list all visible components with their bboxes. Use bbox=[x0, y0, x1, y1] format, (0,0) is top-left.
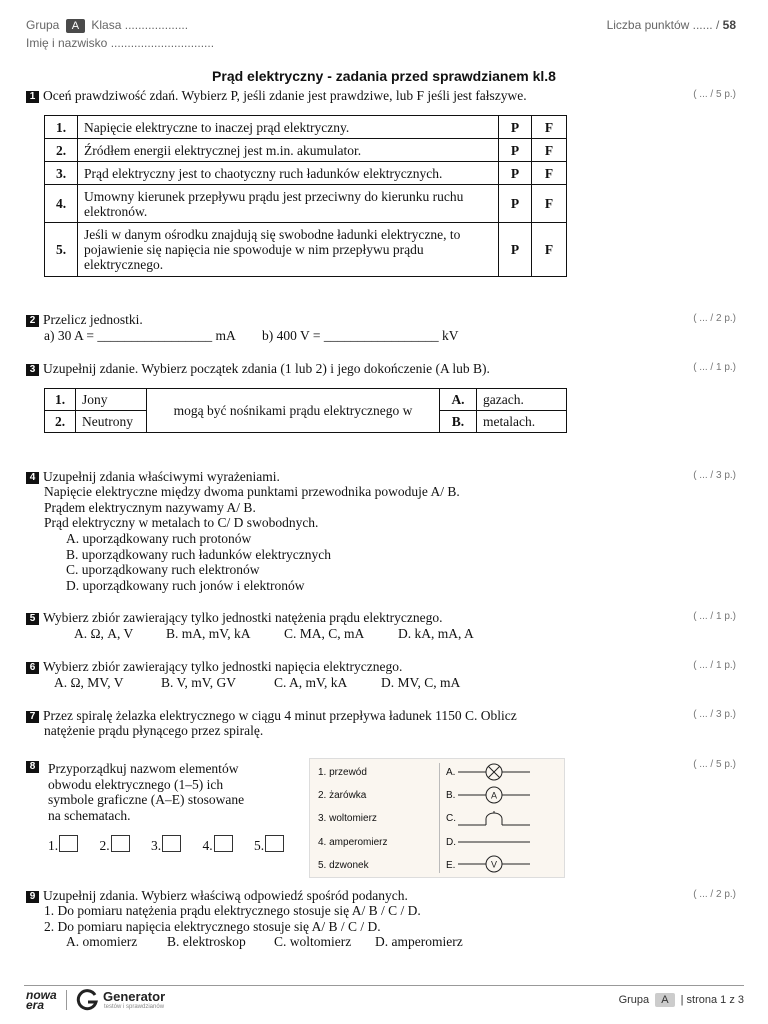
q3-points: ( ... / 1 p.) bbox=[693, 362, 736, 373]
q5-points: ( ... / 1 p.) bbox=[693, 611, 736, 622]
q9-sentence[interactable]: 1. Do pomiaru natężenia prądu elektrycznego stosuje się A/ B / C / D. bbox=[44, 903, 421, 918]
q9-points: ( ... / 2 p.) bbox=[693, 889, 736, 900]
q9-option-d: D. amperomierz bbox=[375, 934, 463, 949]
q4-sentences bbox=[44, 484, 460, 531]
page-title: Prąd elektryczny - zadania przed sprawdzianem kl.8 bbox=[212, 68, 556, 84]
q3-middle: mogą być nośnikami prądu elektrycznego w bbox=[147, 389, 440, 433]
q2-number: 2 bbox=[26, 315, 39, 327]
generator-subtitle: testów i sprawdzianów bbox=[104, 1004, 165, 1010]
footer-group-badge: A bbox=[655, 993, 674, 1007]
q3-number: 3 bbox=[26, 364, 39, 376]
q4-option: C. uporządkowany ruch elektronów bbox=[66, 562, 260, 577]
true-option[interactable]: P bbox=[499, 162, 532, 185]
q4-option: A. uporządkowany ruch protonów bbox=[66, 531, 252, 546]
option-neutrony[interactable]: Neutrony bbox=[76, 411, 147, 433]
q9-sentence[interactable]: 2. Do pomiaru napięcia elektrycznego stosuje się A/ B / C / D. bbox=[44, 918, 381, 934]
footer-logo-divider bbox=[66, 990, 67, 1010]
q4-options bbox=[66, 531, 331, 593]
option-gazach[interactable]: gazach. bbox=[477, 389, 567, 411]
q1-row: 3. Prąd elektryczny jest to chaotyczny ruch ładunków elektrycznych. P F bbox=[45, 162, 567, 185]
true-option[interactable]: P bbox=[499, 223, 532, 277]
option-metalach[interactable]: metalach. bbox=[477, 411, 567, 433]
item-zarowka: 2. żarówka bbox=[318, 790, 367, 801]
q6-prompt: 6 Wybierz zbiór zawierający tylko jednostki napięcia elektrycznego. bbox=[26, 659, 402, 675]
false-option[interactable]: F bbox=[532, 185, 567, 223]
q8-number: 8 bbox=[26, 761, 39, 773]
symbols-diagram: 1. przewód 2. żarówka 3. woltomierz 4. amperomierz 5. dzwonek A. B. C. D. E. A V bbox=[309, 758, 565, 878]
q8-number-wrap bbox=[26, 758, 43, 774]
q1-points: ( ... / 5 p.) bbox=[693, 89, 736, 100]
circuit-symbols bbox=[456, 759, 560, 877]
false-option[interactable]: F bbox=[532, 223, 567, 277]
q9-sentences bbox=[44, 903, 421, 934]
q8-points: ( ... / 5 p.) bbox=[693, 759, 736, 770]
q4-number: 4 bbox=[26, 472, 39, 484]
voltmeter-symbol-icon bbox=[458, 856, 530, 872]
nowa-era-logo: nowa era bbox=[26, 988, 57, 1012]
q4-option: D. uporządkowany ruch jonów i elektronów bbox=[66, 577, 305, 593]
false-option[interactable]: F bbox=[532, 116, 567, 139]
q6-option-b[interactable]: B. V, mV, GV bbox=[161, 675, 237, 690]
answer-box-5[interactable] bbox=[265, 835, 284, 852]
q8-answers: 1. 2. 3. 4. 5. bbox=[48, 835, 284, 854]
generator-logo-icon bbox=[76, 989, 98, 1011]
q4-sentence[interactable]: Napięcie elektryczne między dwoma punktami przewodnika powoduje A/ B. bbox=[44, 484, 460, 499]
q8-prompt: Przyporządkuj nazwom elementów obwodu elektrycznego (1–5) ich symbole graficzne (A–E) stosowane na schematach. bbox=[48, 761, 245, 823]
ammeter-symbol-icon bbox=[458, 787, 530, 803]
q7-prompt-cont: natężenie prądu płynącego przez spiralę. bbox=[44, 723, 264, 738]
q5-number: 5 bbox=[26, 613, 39, 625]
points-field: Liczba punktów ...... / 58 bbox=[606, 18, 736, 32]
q9-number: 9 bbox=[26, 891, 39, 903]
q5-option-a[interactable]: A. Ω, A, V bbox=[74, 626, 134, 641]
diagram-divider bbox=[439, 763, 440, 873]
group-field: Grupa A Klasa ................... bbox=[26, 18, 189, 32]
q4-prompt: 4 Uzupełnij zdania właściwymi wyrażeniami. bbox=[26, 469, 280, 485]
q4-option: B. uporządkowany ruch ładunków elektrycznych bbox=[66, 546, 332, 562]
true-option[interactable]: P bbox=[499, 116, 532, 139]
q1-prompt: 1 Oceń prawdziwość zdań. Wybierz P, jeśli zdanie jest prawdziwe, lub F jeśli jest fałszywe. bbox=[26, 88, 527, 104]
q6-points: ( ... / 1 p.) bbox=[693, 660, 736, 671]
q6-number: 6 bbox=[26, 662, 39, 674]
answer-box-4[interactable] bbox=[214, 835, 233, 852]
answer-box-3[interactable] bbox=[162, 835, 181, 852]
answer-box-2[interactable] bbox=[111, 835, 130, 852]
q1-table bbox=[44, 115, 567, 277]
q6-option-d[interactable]: D. MV, C, mA bbox=[381, 675, 461, 690]
item-woltomierz: 3. woltomierz bbox=[318, 813, 377, 824]
q7-prompt: 7 Przez spiralę żelazka elektrycznego w ciągu 4 minut przepływa ładunek 1150 C. Oblicz bbox=[26, 708, 517, 724]
q5-option-b[interactable]: B. mA, mV, kA bbox=[166, 626, 251, 641]
q7-number: 7 bbox=[26, 711, 39, 723]
q6-option-c[interactable]: C. A, mV, kA bbox=[274, 675, 348, 690]
q1-row: 5. Jeśli w danym ośrodku znajdują się swobodne ładunki elektryczne, to pojawienie się napięcia nie spowoduje w nim przepływu prądu elektrycznego. P F bbox=[45, 223, 567, 277]
q9-option-c: C. woltomierz bbox=[274, 934, 352, 949]
footer-divider bbox=[24, 985, 744, 986]
q2-points: ( ... / 2 p.) bbox=[693, 313, 736, 324]
bell-symbol-icon bbox=[458, 811, 530, 825]
q1-number: 1 bbox=[26, 91, 39, 103]
q5-option-d[interactable]: D. kA, mA, A bbox=[398, 626, 474, 641]
q4-sentence[interactable]: Prądem elektrycznym nazywamy A/ B. bbox=[44, 499, 256, 515]
q4-sentence[interactable]: Prąd elektryczny w metalach to C/ D swobodnych. bbox=[44, 515, 319, 530]
true-option[interactable]: P bbox=[499, 139, 532, 162]
false-option[interactable]: F bbox=[532, 162, 567, 185]
q1-row: 2. Źródłem energii elektrycznej jest m.in. akumulator. P F bbox=[45, 139, 567, 162]
item-dzwonek: 5. dzwonek bbox=[318, 860, 369, 871]
q9-option-b: B. elektroskop bbox=[167, 934, 246, 949]
lamp-symbol-icon bbox=[458, 764, 530, 780]
name-field: Imię i nazwisko ............................... bbox=[26, 36, 215, 50]
false-option[interactable]: F bbox=[532, 139, 567, 162]
footer-page-info: Grupa A | strona 1 z 3 bbox=[618, 994, 744, 1006]
q9-option-a: A. omomierz bbox=[66, 934, 138, 949]
q7-points: ( ... / 3 p.) bbox=[693, 709, 736, 720]
q5-prompt: 5 Wybierz zbiór zawierający tylko jednostki natężenia prądu elektrycznego. bbox=[26, 610, 443, 626]
q4-points: ( ... / 3 p.) bbox=[693, 470, 736, 481]
option-jony[interactable]: Jony bbox=[76, 389, 147, 411]
q1-row: 4. Umowny kierunek przepływu prądu jest przeciwny do kierunku ruchu elektronów. P F bbox=[45, 185, 567, 223]
group-badge: A bbox=[66, 19, 85, 33]
q9-prompt: 9 Uzupełnij zdania. Wybierz właściwą odpowiedź spośród podanych. bbox=[26, 888, 408, 904]
q3-table: 1. Jony mogą być nośnikami prądu elektrycznego w A. gazach. 2. Neutrony B. metalach. bbox=[44, 388, 567, 433]
q1-row: 1. Napięcie elektryczne to inaczej prąd elektryczny. P F bbox=[45, 116, 567, 139]
q3-prompt: 3 Uzupełnij zdanie. Wybierz początek zdania (1 lub 2) i jego dokończenie (A lub B). bbox=[26, 361, 490, 377]
q2-prompt: 2 Przelicz jednostki. bbox=[26, 312, 143, 328]
ammeter-letter: A bbox=[490, 790, 498, 801]
generator-title: Generator bbox=[103, 989, 166, 1004]
q5-option-c[interactable]: C. MA, C, mA bbox=[284, 626, 365, 641]
q2-conversion-line[interactable]: a) 30 A = _________________ mA b) 400 V = _________________ kV bbox=[44, 328, 459, 343]
q6-option-a[interactable]: A. Ω, MV, V bbox=[54, 675, 124, 690]
answer-box-1[interactable] bbox=[59, 835, 78, 852]
true-option[interactable]: P bbox=[499, 185, 532, 223]
voltmeter-letter: V bbox=[490, 859, 498, 870]
item-amperomierz: 4. amperomierz bbox=[318, 837, 388, 848]
item-przewod: 1. przewód bbox=[318, 767, 367, 778]
